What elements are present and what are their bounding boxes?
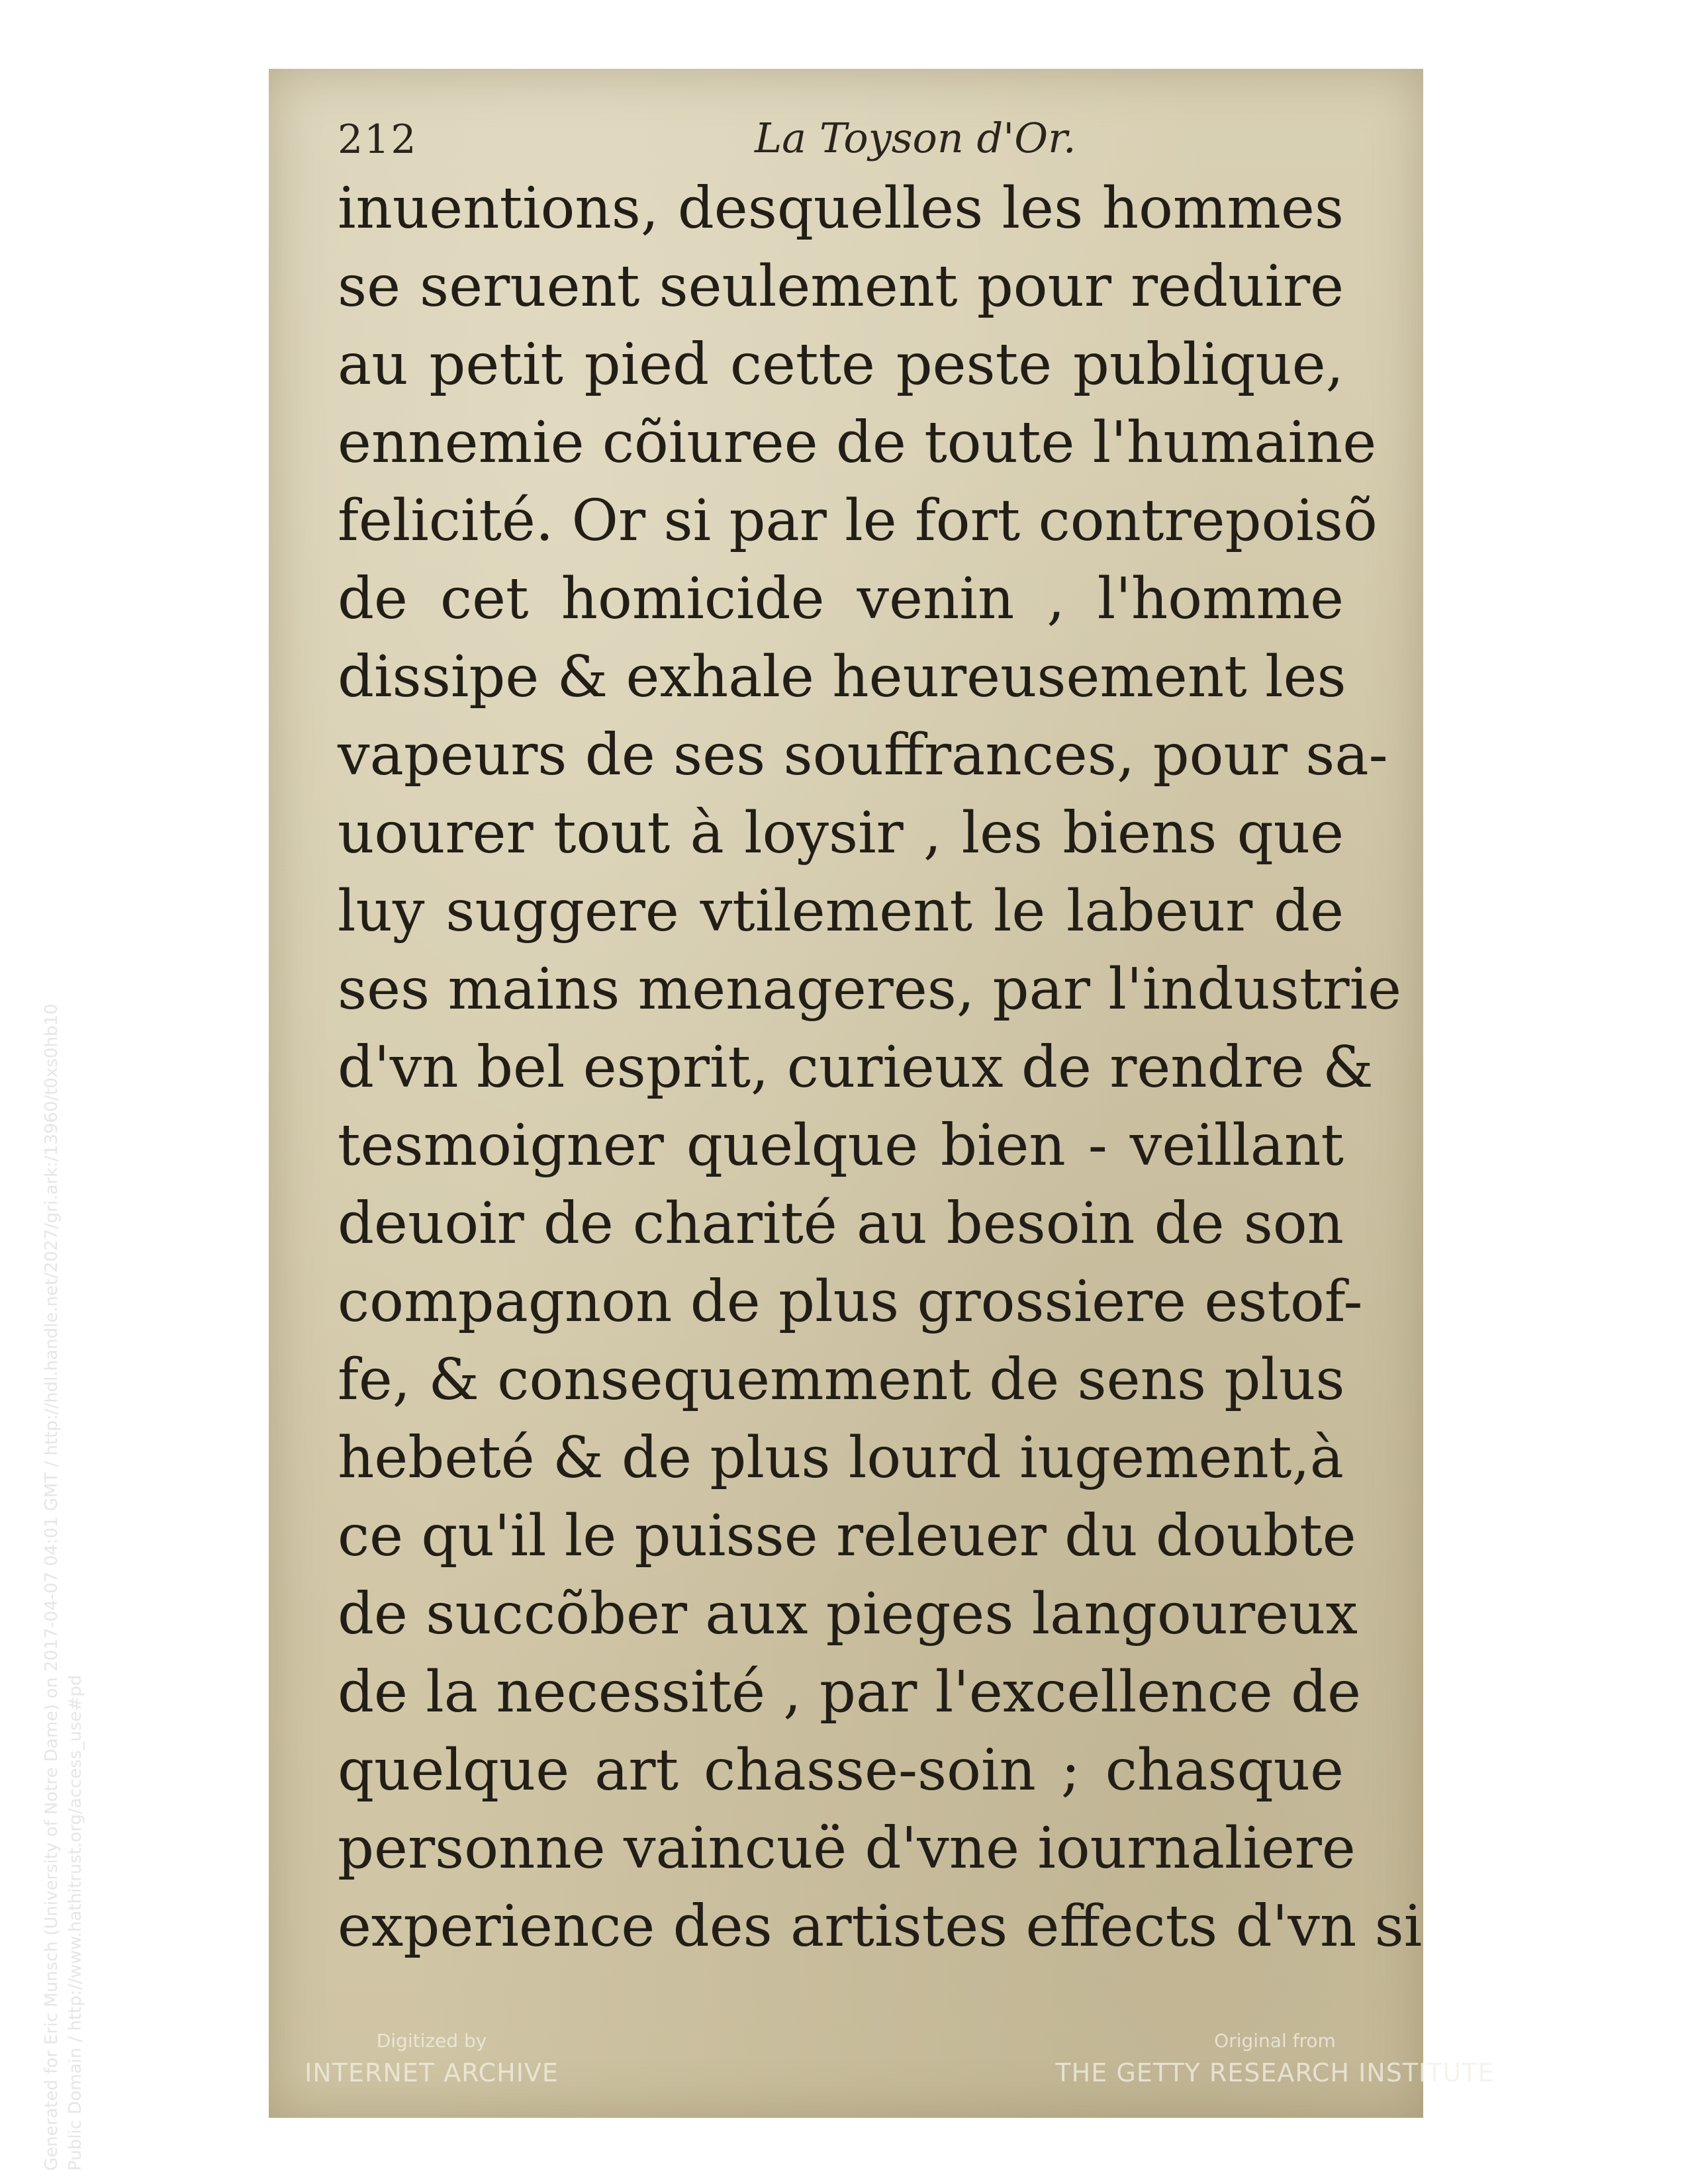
text-line: luy suggere vtilement le labeur de [338,878,1344,944]
original-from-label: Original from [1214,2030,1336,2052]
side-note-line-2: Public Domain / http://www.hathitrust.org/access_use#pd [66,1674,85,2171]
text-line: experience des artistes effects d'vn si [338,1893,1423,1960]
original-from-watermark [1043,2028,1507,2091]
text-line: de la necessité , par l'excellence de [338,1659,1361,1725]
text-line: au petit pied cette peste publique, [338,332,1344,398]
scanned-page [269,69,1495,2118]
text-line: uourer tout à loysir , les biens que [338,800,1344,866]
text-line: dissipe & exhale heureusement les [338,644,1346,710]
text-line: fe, & consequemment de sens plus [338,1347,1345,1413]
text-line: tesmoigner quelque bien - veillant [338,1113,1344,1179]
text-line: d'vn bel esprit, curieux de rendre & [338,1034,1374,1101]
body-text [338,169,1423,1966]
text-line: de succõber aux pieges langoureux [338,1581,1358,1647]
text-line: personne vaincuë d'vne iournaliere [338,1815,1356,1882]
text-line: vapeurs de ses souffrances, pour sa- [338,722,1388,788]
page-number: 212 [338,116,418,163]
text-line: de cet homicide venin , l'homme [338,566,1344,632]
text-line: ses mains menageres, par l'industrie [338,956,1401,1023]
text-line: compagnon de plus grossiere estof- [338,1269,1363,1335]
text-line: quelque art chasse-soin ; chasque [338,1737,1344,1803]
text-line: inuentions, desquelles les hommes [338,175,1344,242]
digitized-by-watermark [293,2028,571,2091]
running-title: La Toyson d'Or. [755,114,1076,162]
text-line: felicité. Or si par le fort contrepoisõ [338,488,1378,554]
text-line: ce qu'il le puisse releuer du doubte [338,1503,1356,1569]
digitized-by-label: Digitized by [376,2030,487,2052]
text-line: se seruent seulement pour reduire [338,253,1344,320]
internet-archive-label: INTERNET ARCHIVE [305,2058,559,2087]
side-note-line-1: Generated for Eric Munsch (University of Notre Dame) on 2017-04-07 04:01 GMT / http://hdl.handle.net/2027/gri.ark:/13960/t0xs0hb10 [42,1003,62,2171]
text-line: ennemie cõiuree de toute l'humaine [338,410,1377,476]
text-line: deuoir de charité au besoin de son [338,1191,1344,1257]
text-line: hebeté & de plus lourd iugement,à [338,1425,1344,1491]
getty-institute-label: THE GETTY RESEARCH INSTITUTE [1055,2058,1495,2087]
hathitrust-side-note [40,847,87,2171]
